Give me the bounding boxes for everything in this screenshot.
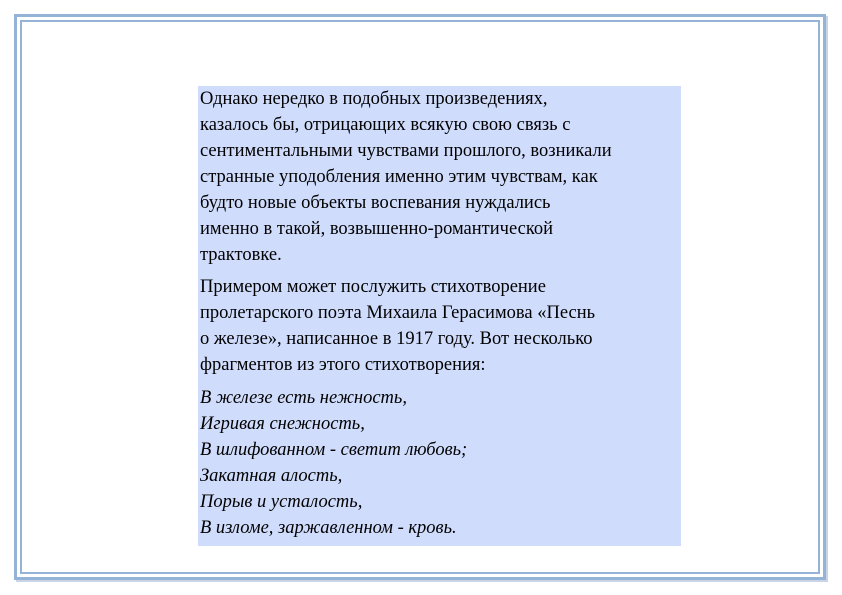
- paragraph-intro: Однако нередко в подобных произведениях, казалось бы, отрицающих всякую свою связь с сентиментальными чувствами прошлого, возникали странные уподобления именно этим чувствам, как будто новые объекты воспевания нуждались именно в такой, возвышенно-романтической трактовке.: [200, 89, 612, 265]
- paragraph-example: Примером может послужить стихотворение пролетарского поэта Михаила Герасимова «Песнь о железе», написанное в 1917 году. Вот несколько фрагментов из этого стихотворения:: [200, 277, 596, 375]
- text-block: [198, 86, 681, 546]
- poem-excerpt: В железе есть нежность, Игривая снежность, В шлифованном - светит любовь; Закатная алость, Порыв и усталость, В изломе, заржавленном - кровь.: [200, 388, 468, 538]
